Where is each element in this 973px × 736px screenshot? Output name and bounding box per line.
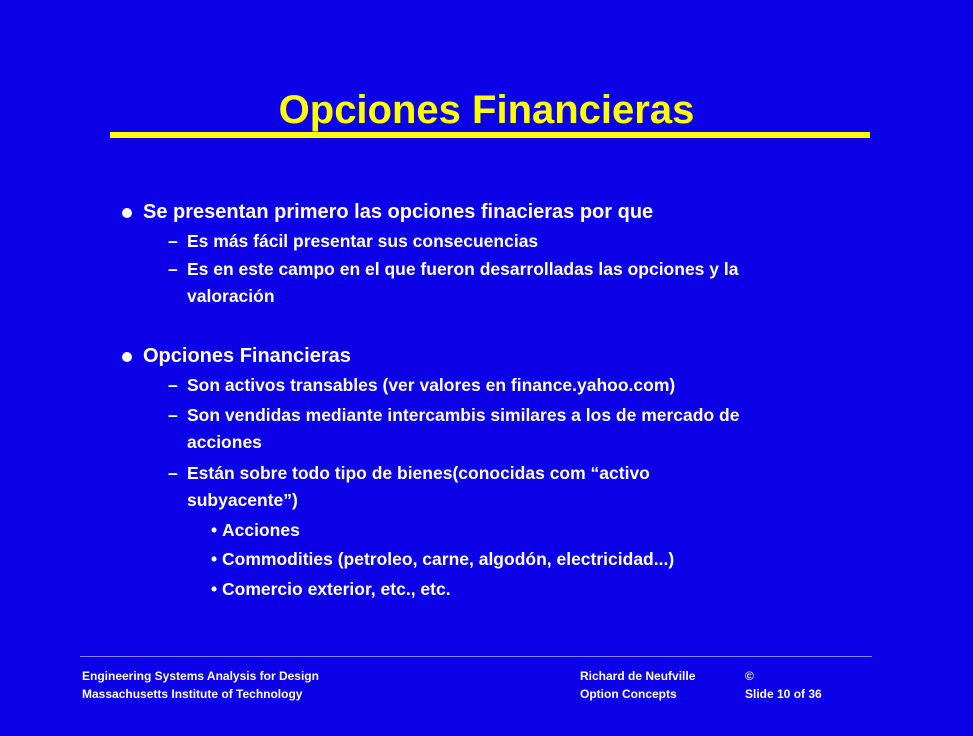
- dot-marker: •: [211, 579, 218, 599]
- sub-sub-item-3: Comercio exterior, etc., etc.: [222, 579, 451, 599]
- bullet-2-sub-3-line-2: subyacente”): [187, 490, 298, 510]
- dash-marker: –: [168, 259, 178, 279]
- dash-marker: –: [168, 375, 178, 395]
- dash-marker: –: [168, 463, 178, 483]
- dot-marker: •: [211, 520, 218, 540]
- bullet-marker: [122, 352, 132, 362]
- sub-sub-item-1: Acciones: [222, 520, 300, 540]
- sub-sub-item-2: Commodities (petroleo, carne, algodón, electricidad...): [222, 549, 675, 569]
- bullet-2-sub-2-line-1: Son vendidas mediante intercambis similares a los de mercado de: [187, 405, 740, 425]
- copyright-icon: ©: [745, 669, 754, 683]
- footer-institution: Massachusetts Institute of Technology: [82, 687, 303, 701]
- slide-title: Opciones Financieras: [278, 88, 695, 132]
- dash-marker: –: [168, 405, 178, 425]
- bullet-marker: [122, 208, 132, 218]
- bullet-2-sub-2-line-2: acciones: [187, 432, 262, 452]
- footer-author: Richard de Neufville: [580, 669, 696, 683]
- footer-divider: [80, 656, 872, 657]
- footer-slide-number: Slide 10 of 36: [745, 687, 822, 701]
- dash-marker: –: [168, 231, 178, 251]
- bullet-1-text: Se presentan primero las opciones finacieras por que: [143, 201, 654, 223]
- dot-marker: •: [211, 549, 218, 569]
- footer-course: Engineering Systems Analysis for Design: [82, 669, 319, 683]
- bullet-1-sub-2-line-2: valoración: [187, 286, 275, 306]
- footer-topic: Option Concepts: [580, 687, 677, 701]
- bullet-2-text: Opciones Financieras: [143, 345, 351, 367]
- bullet-2-sub-3-line-1: Están sobre todo tipo de bienes(conocidas com “activo: [187, 463, 650, 483]
- bullet-2-sub-1: Son activos transables (ver valores en finance.yahoo.com): [187, 375, 676, 395]
- bullet-1-sub-1: Es más fácil presentar sus consecuencias: [187, 231, 539, 251]
- bullet-1-sub-2-line-1: Es en este campo en el que fueron desarrolladas las opciones y la: [187, 259, 739, 279]
